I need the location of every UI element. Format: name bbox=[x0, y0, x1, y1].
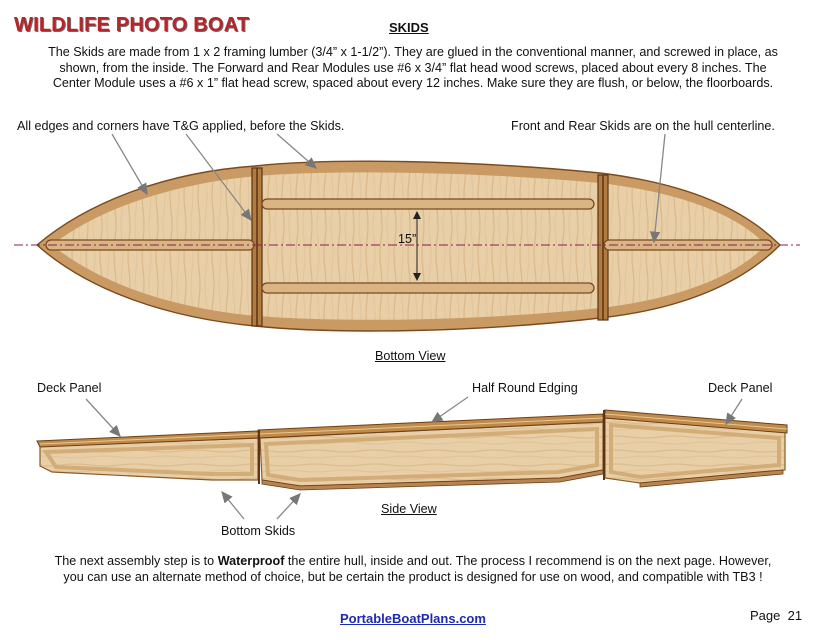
page-number bbox=[750, 608, 802, 623]
page-number-value: 21 bbox=[787, 608, 803, 623]
closing-paragraph bbox=[28, 554, 798, 585]
page-label: Page bbox=[750, 608, 781, 623]
deck-panel-right-label: Deck Panel bbox=[708, 381, 773, 395]
section-heading: SKIDS bbox=[389, 20, 429, 35]
edging-arrow bbox=[432, 397, 468, 422]
intro-line-1: The Skids are made from 1 x 2 framing lumber (3/4” x 1-1/2”). They are glued in the conventional manner, and screwed in place, as bbox=[48, 45, 778, 59]
bottom-view-caption: Bottom View bbox=[375, 349, 446, 363]
center-skid-top bbox=[262, 199, 594, 209]
closing-line-1 bbox=[28, 554, 798, 570]
bottom-skids-label: Bottom Skids bbox=[221, 524, 296, 538]
edge-callout-arrow-1 bbox=[112, 134, 147, 194]
intro-line-3: Center Module uses a #6 x 1” flat head screw, spaced about every 12 inches. Make sure they are flush, or below, the floorboards. bbox=[52, 76, 774, 90]
centerline-callout-label: Front and Rear Skids are on the hull centerline. bbox=[511, 119, 775, 133]
half-round-edging-label: Half Round Edging bbox=[472, 381, 578, 395]
dimension-label: 15” bbox=[398, 232, 417, 246]
deck-left-arrow bbox=[86, 399, 120, 436]
side-view-drawing bbox=[37, 397, 787, 519]
waterproof-emphasis: Waterproof bbox=[217, 554, 285, 568]
document-title: WILDLIFE PHOTO BOAT bbox=[14, 14, 250, 36]
closing-text-pre: The next assembly step is to bbox=[54, 554, 218, 568]
closing-text-post: the entire hull, inside and out. The process I recommend is on the next page. However, bbox=[284, 554, 772, 568]
edges-callout-label: All edges and corners have T&G applied, before the Skids. bbox=[17, 119, 345, 133]
website-link[interactable]: PortableBoatPlans.com bbox=[340, 611, 486, 626]
deck-panel-left-label: Deck Panel bbox=[37, 381, 102, 395]
center-skid-bottom bbox=[262, 283, 594, 293]
side-view-caption: Side View bbox=[381, 502, 437, 516]
intro-line-2: shown, from the inside. The Forward and Rear Modules use #6 x 3/4” flat head wood screws, placed about every 8 inches. The bbox=[59, 60, 767, 75]
skid-arrow-2 bbox=[277, 494, 300, 519]
closing-line-2: you can use an alternate method of choice, but be certain the product is designed for use on wood, and compatible with TB3 ! bbox=[63, 569, 763, 584]
skid-arrow-1 bbox=[222, 492, 244, 519]
